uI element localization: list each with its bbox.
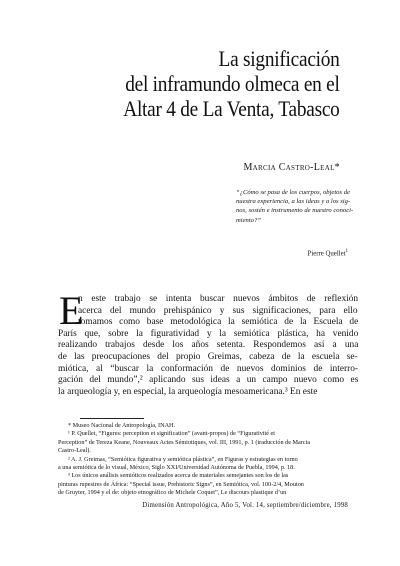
body-line: la arqueología y, en especial, la arqueología mesoamericana.³ En este <box>58 386 318 397</box>
epigraph-line: “¿Cómo se pasa de los cuerpos, objetos de <box>236 189 350 196</box>
epigraph-quote <box>236 188 354 225</box>
epigraph-line: nos, sostén e instrumento de nuestro conoci- <box>236 207 354 215</box>
footnote-line: ² A. J. Greimas, “Semiótica figurativa y semiótica plástica”, en Figuras y estrategias en torno <box>68 455 298 463</box>
footnote-line: ³ Los únicos análisis semióticos realizados acerca de materiales semejantes son los de las <box>68 472 289 480</box>
epigraph-author <box>308 249 348 257</box>
body-paragraph <box>58 288 359 398</box>
title-line-1: La significación <box>218 46 340 71</box>
footnote-line: de Gruyter, 1994 y el de: objeto etnográfico de Michele Coquet”, Le discours plastique d’un <box>58 489 287 497</box>
epigraph-author-name: Pierre Quellet <box>307 250 346 258</box>
footnote-line: * Museo Nacional de Antropología, INAH. <box>68 422 176 429</box>
footnotes <box>58 422 358 498</box>
epigraph-line: miento?” <box>236 216 261 224</box>
footnote-line: ¹ P. Quellet, “Figures: perception et signification” (avant-propos) de “Figurativité et <box>68 430 276 438</box>
title-line-3: Altar 4 de La Venta, Tabasco <box>123 96 340 121</box>
body-line: tomamos como base metodológica la semiótica de la Escuela de <box>78 317 359 328</box>
footnote-divider <box>80 418 144 419</box>
body-line: n este trabajo se intenta buscar nuevos ámbitos de reflexión <box>78 294 359 304</box>
footnote-line: Castro-Leal). <box>58 447 91 455</box>
page-footer: Dimensión Antropológica, Año 5, Vol. 14, septiembre/diciembre, 1998 <box>142 502 348 509</box>
article-author: Marcia Castro-Leal* <box>243 162 340 173</box>
body-line: realizando trabajos desde los años setenta. Respondemos así a una <box>58 340 359 351</box>
footnote-line: a una semiótica de lo visual, México, Siglo XXI/Universidad Autónoma de Puebla, 1994, p. 18. <box>58 464 295 472</box>
footnote-line: pinturas rupestres de África: “Special issue, Prehistoric Signs”, en Semiótica, vol. 100-2/4, Mouton <box>58 480 304 488</box>
title-line-2: del inframundo olmeca en el <box>125 71 340 96</box>
body-line: París que, sobre la figuratividad y la semiótica plástica, ha venido <box>58 328 359 339</box>
body-line: acerca del mundo prehispánico y sus significaciones, para ello <box>78 305 358 316</box>
article-title <box>124 46 340 121</box>
footnote-ref: 1 <box>345 249 348 254</box>
footnote-line: Perception” de Tereza Keane, Nouveaux Actes Sémiotiques, vol. III, 1991, p. 1 (traducción de Marcia <box>58 438 311 446</box>
body-line: de las preocupaciones del propio Greimas, cabeza de la escuela se- <box>58 351 358 362</box>
epigraph-line: nuestra experiencia, a las ideas y a los sig- <box>236 198 351 206</box>
drop-cap: E <box>59 288 84 333</box>
body-line: miótica, al “buscar la conformación de nuevos dominios de interro- <box>58 363 359 374</box>
body-line: gación del mundo”,² aplicando sus ideas a un campo nuevo como es <box>58 375 359 386</box>
